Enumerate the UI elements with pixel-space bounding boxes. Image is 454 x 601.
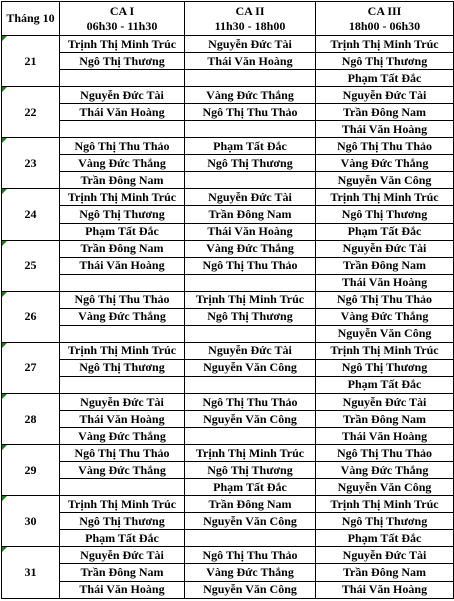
staff-name-ca1: Ngô Thị Thương xyxy=(60,359,185,376)
staff-name-ca3: Thái Văn Hoàng xyxy=(316,581,454,599)
staff-name-ca3: Nguyễn Văn Công xyxy=(316,479,454,496)
schedule-row xyxy=(2,393,454,410)
staff-name-ca3: Nguyễn Đức Tài xyxy=(316,547,454,564)
schedule-row xyxy=(2,274,454,291)
staff-name-ca2: Vàng Đức Thắng xyxy=(185,564,316,581)
staff-name-ca1 xyxy=(60,325,185,342)
header-row xyxy=(2,2,454,36)
staff-name-ca2: Nguyễn Văn Công xyxy=(185,513,316,530)
staff-name-ca1: Nguyễn Đức Tài xyxy=(60,547,185,564)
schedule-row xyxy=(2,325,454,342)
schedule-row xyxy=(2,564,454,581)
staff-name-ca3: Thái Văn Hoàng xyxy=(316,428,454,445)
staff-name-ca3: Nguyễn Văn Công xyxy=(316,172,454,189)
schedule-row xyxy=(2,411,454,428)
staff-name-ca2: Ngô Thị Thu Thảo xyxy=(185,547,316,564)
staff-name-ca2: Ngô Thị Thu Thảo xyxy=(185,104,316,121)
staff-name-ca1: Vàng Đức Thắng xyxy=(60,462,185,479)
staff-name-ca3: Vàng Đức Thắng xyxy=(316,462,454,479)
staff-name-ca1: Nguyễn Đức Tài xyxy=(60,393,185,410)
staff-name-ca3: Thái Văn Hoàng xyxy=(316,274,454,291)
shift-2-time: 11h30 - 18h00 xyxy=(214,18,286,33)
staff-name-ca3: Ngô Thị Thu Thảo xyxy=(316,138,454,155)
staff-name-ca1: Ngô Thị Thương xyxy=(60,513,185,530)
staff-name-ca1: Vàng Đức Thắng xyxy=(60,428,185,445)
schedule-row xyxy=(2,547,454,564)
staff-name-ca2 xyxy=(185,121,316,138)
schedule-row xyxy=(2,172,454,189)
schedule-body xyxy=(2,36,454,599)
staff-name-ca3: Nguyễn Đức Tài xyxy=(316,87,454,104)
staff-name-ca3: Phạm Tất Đắc xyxy=(316,70,454,87)
day-number: 27 xyxy=(2,342,60,393)
staff-name-ca1: Phạm Tất Đắc xyxy=(60,530,185,547)
staff-name-ca3: Trần Đông Nam xyxy=(316,104,454,121)
staff-name-ca3: Phạm Tất Đắc xyxy=(316,223,454,240)
schedule-row xyxy=(2,359,454,376)
schedule-row xyxy=(2,496,454,513)
day-number: 21 xyxy=(2,36,60,87)
shift-2-name: CA II xyxy=(235,3,265,18)
month-header: Tháng 10 xyxy=(2,2,60,36)
staff-name-ca2: Vàng Đức Thắng xyxy=(185,87,316,104)
staff-name-ca1: Thái Văn Hoàng xyxy=(60,257,185,274)
schedule-row xyxy=(2,155,454,172)
staff-name-ca3: Thái Văn Hoàng xyxy=(316,121,454,138)
schedule-row xyxy=(2,138,454,155)
day-number: 29 xyxy=(2,445,60,496)
staff-name-ca3: Trần Đông Nam xyxy=(316,257,454,274)
shift-3-name: CA III xyxy=(367,3,402,18)
staff-name-ca3: Trịnh Thị Minh Trúc xyxy=(316,189,454,206)
staff-name-ca2 xyxy=(185,172,316,189)
staff-name-ca2: Ngô Thị Thương xyxy=(185,155,316,172)
staff-name-ca1: Trần Đông Nam xyxy=(60,564,185,581)
staff-name-ca1: Trịnh Thị Minh Trúc xyxy=(60,189,185,206)
staff-name-ca1: Vàng Đức Thắng xyxy=(60,155,185,172)
staff-name-ca2: Trịnh Thị Minh Trúc xyxy=(185,291,316,308)
staff-name-ca1: Ngô Thị Thương xyxy=(60,53,185,70)
staff-name-ca3: Phạm Tất Đắc xyxy=(316,530,454,547)
shift-3-header xyxy=(316,2,454,36)
shift-3-time: 18h00 - 06h30 xyxy=(348,18,421,33)
staff-name-ca3: Ngô Thị Thương xyxy=(316,359,454,376)
shift-1-header xyxy=(60,2,185,36)
staff-name-ca3: Ngô Thị Thu Thảo xyxy=(316,445,454,462)
staff-name-ca3: Ngô Thị Thương xyxy=(316,53,454,70)
schedule-row xyxy=(2,240,454,257)
day-number: 26 xyxy=(2,291,60,342)
schedule-row xyxy=(2,513,454,530)
staff-name-ca3: Trịnh Thị Minh Trúc xyxy=(316,496,454,513)
schedule-row xyxy=(2,257,454,274)
day-number: 24 xyxy=(2,189,60,240)
staff-name-ca1 xyxy=(60,479,185,496)
staff-name-ca3: Phạm Tất Đắc xyxy=(316,376,454,393)
shift-1-name: CA I xyxy=(109,3,135,18)
staff-name-ca2 xyxy=(185,70,316,87)
staff-name-ca3: Nguyễn Đức Tài xyxy=(316,240,454,257)
schedule-row xyxy=(2,223,454,240)
staff-name-ca2 xyxy=(185,530,316,547)
staff-name-ca2: Nguyễn Đức Tài xyxy=(185,189,316,206)
staff-name-ca2: Nguyễn Đức Tài xyxy=(185,342,316,359)
schedule-row xyxy=(2,53,454,70)
schedule-row xyxy=(2,462,454,479)
schedule-row xyxy=(2,104,454,121)
schedule-row xyxy=(2,479,454,496)
shift-2-header xyxy=(185,2,316,36)
staff-name-ca2 xyxy=(185,376,316,393)
staff-name-ca2: Vàng Đức Thắng xyxy=(185,240,316,257)
staff-name-ca2 xyxy=(185,428,316,445)
day-number: 22 xyxy=(2,87,60,138)
schedule-row xyxy=(2,70,454,87)
staff-name-ca2: Nguyễn Văn Công xyxy=(185,581,316,599)
schedule-row xyxy=(2,376,454,393)
staff-name-ca1 xyxy=(60,70,185,87)
staff-name-ca1: Ngô Thị Thu Thảo xyxy=(60,138,185,155)
staff-name-ca1: Ngô Thị Thu Thảo xyxy=(60,291,185,308)
staff-name-ca1: Phạm Tất Đắc xyxy=(60,223,185,240)
staff-name-ca1: Thái Văn Hoàng xyxy=(60,411,185,428)
schedule-row xyxy=(2,530,454,547)
shift-1-time: 06h30 - 11h30 xyxy=(86,18,158,33)
staff-name-ca2: Ngô Thị Thu Thảo xyxy=(185,257,316,274)
staff-name-ca2: Ngô Thị Thương xyxy=(185,308,316,325)
schedule-row xyxy=(2,291,454,308)
staff-name-ca3: Vàng Đức Thắng xyxy=(316,308,454,325)
staff-name-ca1: Trịnh Thị Minh Trúc xyxy=(60,342,185,359)
schedule-row xyxy=(2,36,454,53)
day-number: 28 xyxy=(2,393,60,444)
day-number: 23 xyxy=(2,138,60,189)
staff-name-ca3: Trần Đông Nam xyxy=(316,564,454,581)
staff-name-ca1: Thái Văn Hoàng xyxy=(60,581,185,599)
staff-name-ca2: Thái Văn Hoàng xyxy=(185,223,316,240)
staff-name-ca3: Trịnh Thị Minh Trúc xyxy=(316,342,454,359)
staff-name-ca2: Phạm Tất Đắc xyxy=(185,138,316,155)
staff-name-ca1: Ngô Thị Thương xyxy=(60,206,185,223)
day-number: 25 xyxy=(2,240,60,291)
staff-name-ca2 xyxy=(185,325,316,342)
staff-name-ca3: Nguyễn Văn Công xyxy=(316,325,454,342)
staff-name-ca3: Ngô Thị Thu Thảo xyxy=(316,291,454,308)
staff-name-ca1: Trịnh Thị Minh Trúc xyxy=(60,496,185,513)
staff-name-ca2: Ngô Thị Thu Thảo xyxy=(185,393,316,410)
staff-name-ca2: Trần Đông Nam xyxy=(185,206,316,223)
schedule-row xyxy=(2,581,454,599)
staff-name-ca1 xyxy=(60,274,185,291)
staff-name-ca3: Trần Đông Nam xyxy=(316,411,454,428)
staff-name-ca3: Vàng Đức Thắng xyxy=(316,155,454,172)
staff-name-ca1: Nguyễn Đức Tài xyxy=(60,87,185,104)
schedule-row xyxy=(2,342,454,359)
staff-name-ca2: Phạm Tất Đắc xyxy=(185,479,316,496)
staff-name-ca2 xyxy=(185,274,316,291)
staff-name-ca2: Thái Văn Hoàng xyxy=(185,53,316,70)
staff-name-ca1: Trần Đông Nam xyxy=(60,172,185,189)
staff-name-ca1 xyxy=(60,121,185,138)
staff-name-ca3: Nguyễn Đức Tài xyxy=(316,393,454,410)
staff-name-ca3: Trịnh Thị Minh Trúc xyxy=(316,36,454,53)
staff-name-ca2: Trần Đông Nam xyxy=(185,496,316,513)
staff-name-ca2: Nguyễn Văn Công xyxy=(185,411,316,428)
schedule-row xyxy=(2,428,454,445)
staff-name-ca3: Ngô Thị Thương xyxy=(316,513,454,530)
staff-name-ca1: Thái Văn Hoàng xyxy=(60,104,185,121)
day-number: 30 xyxy=(2,496,60,547)
staff-name-ca2: Ngô Thị Thương xyxy=(185,462,316,479)
shift-schedule-table xyxy=(1,1,454,599)
staff-name-ca1: Vàng Đức Thắng xyxy=(60,308,185,325)
staff-name-ca2: Nguyễn Đức Tài xyxy=(185,36,316,53)
schedule-row xyxy=(2,445,454,462)
day-number: 31 xyxy=(2,547,60,599)
staff-name-ca1: Ngô Thị Thu Thảo xyxy=(60,445,185,462)
schedule-row xyxy=(2,206,454,223)
staff-name-ca1 xyxy=(60,376,185,393)
staff-name-ca1: Trịnh Thị Minh Trúc xyxy=(60,36,185,53)
staff-name-ca1: Trần Đông Nam xyxy=(60,240,185,257)
schedule-row xyxy=(2,308,454,325)
staff-name-ca2: Nguyễn Văn Công xyxy=(185,359,316,376)
schedule-row xyxy=(2,189,454,206)
schedule-row xyxy=(2,121,454,138)
staff-name-ca2: Trịnh Thị Minh Trúc xyxy=(185,445,316,462)
staff-name-ca3: Ngô Thị Thương xyxy=(316,206,454,223)
schedule-row xyxy=(2,87,454,104)
